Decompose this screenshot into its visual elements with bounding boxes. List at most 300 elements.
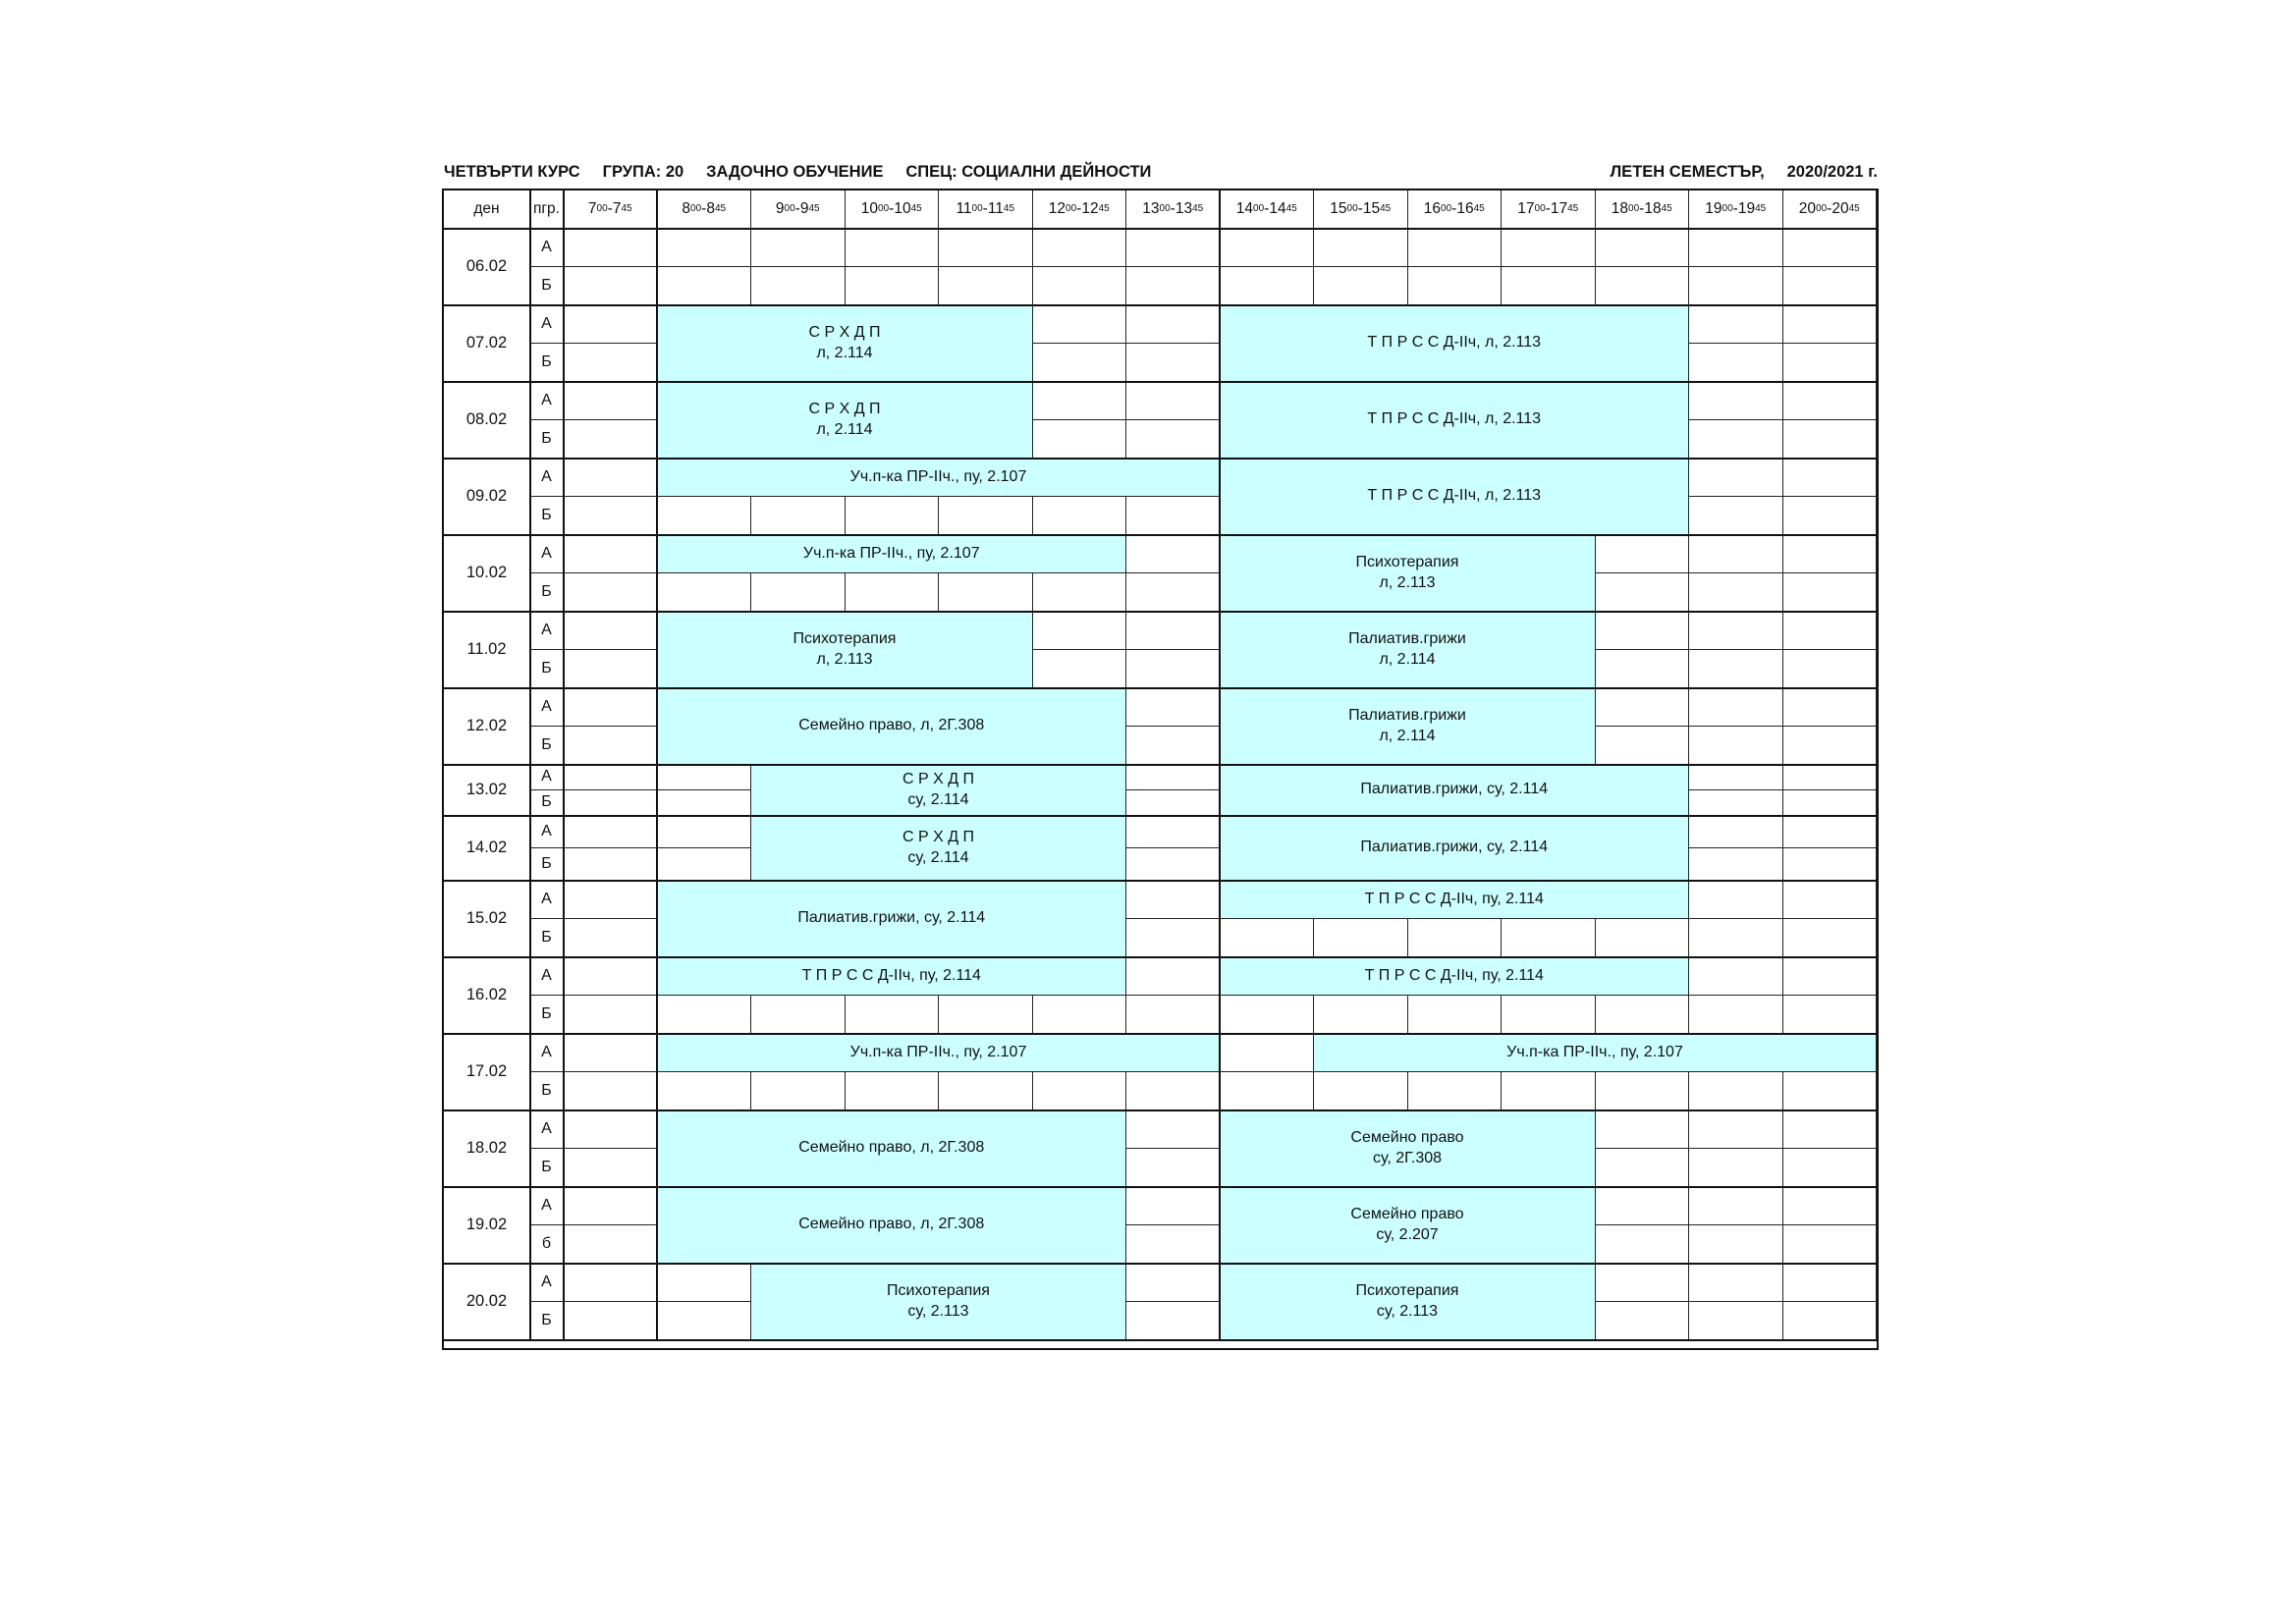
empty-slot[interactable] bbox=[658, 765, 752, 790]
empty-slot[interactable] bbox=[564, 1187, 658, 1225]
empty-slot[interactable] bbox=[564, 765, 658, 790]
empty-slot[interactable] bbox=[1126, 996, 1221, 1034]
row-divider bbox=[444, 1110, 1877, 1111]
empty-slot[interactable] bbox=[564, 497, 658, 535]
empty-slot[interactable] bbox=[564, 1149, 658, 1187]
empty-slot[interactable] bbox=[658, 229, 752, 267]
empty-slot[interactable] bbox=[1596, 1149, 1690, 1187]
class-block[interactable] bbox=[1221, 1187, 1596, 1264]
empty-slot[interactable] bbox=[564, 1302, 658, 1340]
empty-slot[interactable] bbox=[564, 1072, 658, 1110]
empty-slot[interactable] bbox=[564, 1225, 658, 1264]
empty-slot[interactable] bbox=[1783, 1225, 1878, 1264]
empty-slot[interactable] bbox=[658, 1302, 752, 1340]
empty-slot[interactable] bbox=[564, 688, 658, 727]
empty-slot[interactable] bbox=[564, 816, 658, 848]
header-left-text: ЧЕТВЪРТИ КУРС ГРУПА: 20 ЗАДОЧНО ОБУЧЕНИЕ СПЕЦ: СОЦИАЛНИ ДЕЙНОСТИ bbox=[444, 163, 1152, 181]
class-block[interactable] bbox=[1221, 957, 1690, 996]
empty-slot[interactable] bbox=[1783, 420, 1878, 459]
empty-slot[interactable] bbox=[1689, 919, 1783, 957]
class-title: Семейно право, л, 2Г.308 bbox=[798, 717, 985, 734]
class-block[interactable] bbox=[658, 688, 1127, 765]
row-divider bbox=[444, 1033, 1877, 1035]
empty-slot[interactable] bbox=[1033, 612, 1127, 650]
empty-slot[interactable] bbox=[1596, 996, 1690, 1034]
empty-slot[interactable] bbox=[1221, 1072, 1315, 1110]
time-separator: - bbox=[982, 199, 988, 217]
day-date: 07.02 bbox=[444, 305, 530, 382]
empty-slot[interactable] bbox=[658, 267, 752, 305]
empty-slot[interactable] bbox=[1126, 1187, 1221, 1225]
empty-slot[interactable] bbox=[1596, 1072, 1690, 1110]
empty-slot[interactable] bbox=[658, 497, 752, 535]
empty-slot[interactable] bbox=[1126, 305, 1221, 344]
empty-slot[interactable] bbox=[1689, 765, 1783, 790]
empty-slot[interactable] bbox=[1783, 459, 1878, 497]
empty-slot[interactable] bbox=[1689, 1302, 1783, 1340]
empty-slot[interactable] bbox=[1126, 816, 1221, 848]
empty-slot[interactable] bbox=[1596, 1110, 1690, 1149]
empty-slot[interactable] bbox=[1033, 497, 1127, 535]
empty-slot[interactable] bbox=[1408, 267, 1503, 305]
empty-slot[interactable] bbox=[1033, 996, 1127, 1034]
empty-slot[interactable] bbox=[846, 1072, 940, 1110]
empty-slot[interactable] bbox=[1689, 996, 1783, 1034]
class-details: л, 2.113 bbox=[1379, 573, 1436, 591]
subgroup-label: А bbox=[530, 229, 564, 267]
empty-slot[interactable] bbox=[1783, 305, 1878, 344]
class-block[interactable] bbox=[1221, 459, 1690, 535]
empty-slot[interactable] bbox=[1314, 1072, 1408, 1110]
empty-slot[interactable] bbox=[1314, 996, 1408, 1034]
empty-slot[interactable] bbox=[1033, 344, 1127, 382]
empty-slot[interactable] bbox=[1126, 1149, 1221, 1187]
empty-slot[interactable] bbox=[1596, 650, 1690, 688]
empty-slot[interactable] bbox=[1126, 1302, 1221, 1340]
day-date: 19.02 bbox=[444, 1187, 530, 1264]
empty-slot[interactable] bbox=[1126, 848, 1221, 881]
class-block[interactable] bbox=[1221, 612, 1596, 688]
class-block[interactable] bbox=[658, 535, 1127, 573]
time-hour: 20 bbox=[1798, 199, 1817, 217]
empty-slot[interactable] bbox=[939, 497, 1033, 535]
empty-slot[interactable] bbox=[1783, 382, 1878, 420]
empty-slot[interactable] bbox=[1783, 727, 1878, 765]
empty-slot[interactable] bbox=[1783, 535, 1878, 573]
empty-slot[interactable] bbox=[1596, 688, 1690, 727]
class-block[interactable] bbox=[658, 881, 1127, 957]
empty-slot[interactable] bbox=[1033, 382, 1127, 420]
empty-slot[interactable] bbox=[751, 497, 846, 535]
empty-slot[interactable] bbox=[939, 573, 1033, 612]
empty-slot[interactable] bbox=[1033, 305, 1127, 344]
class-block[interactable] bbox=[658, 1110, 1127, 1187]
empty-slot[interactable] bbox=[1596, 1225, 1690, 1264]
empty-slot[interactable] bbox=[1033, 267, 1127, 305]
empty-slot[interactable] bbox=[1783, 881, 1878, 919]
class-block[interactable] bbox=[1221, 1110, 1596, 1187]
subgroup-label: Б bbox=[530, 420, 564, 459]
empty-slot[interactable] bbox=[658, 790, 752, 816]
class-title: С Р Х Д П bbox=[808, 323, 881, 341]
empty-slot[interactable] bbox=[564, 881, 658, 919]
subgroup-label: А bbox=[530, 1034, 564, 1072]
empty-slot[interactable] bbox=[564, 1034, 658, 1072]
empty-slot[interactable] bbox=[751, 229, 846, 267]
empty-slot[interactable] bbox=[1126, 573, 1221, 612]
time-slot-header: 17 00 - 17 45 bbox=[1502, 190, 1596, 229]
time-hour: 10 bbox=[894, 199, 911, 217]
empty-slot[interactable] bbox=[1596, 573, 1690, 612]
class-title: Т П Р С С Д-IIч, пу, 2.114 bbox=[801, 966, 981, 984]
empty-slot[interactable] bbox=[1689, 1110, 1783, 1149]
empty-slot[interactable] bbox=[1126, 420, 1221, 459]
empty-slot[interactable] bbox=[1783, 1187, 1878, 1225]
empty-slot[interactable] bbox=[1126, 1225, 1221, 1264]
class-block[interactable] bbox=[658, 305, 1033, 382]
empty-slot[interactable] bbox=[1126, 535, 1221, 573]
empty-slot[interactable] bbox=[1689, 612, 1783, 650]
class-block[interactable] bbox=[1314, 1034, 1877, 1072]
class-title: Психотерапия bbox=[793, 629, 897, 647]
empty-slot[interactable] bbox=[1126, 1110, 1221, 1149]
empty-slot[interactable] bbox=[1689, 1187, 1783, 1225]
class-title: Палиатив.грижи bbox=[1348, 706, 1466, 724]
time-hour: 10 bbox=[860, 199, 879, 217]
class-block[interactable] bbox=[658, 612, 1033, 688]
empty-slot[interactable] bbox=[1783, 1110, 1878, 1149]
subgroup-label: А bbox=[530, 612, 564, 650]
empty-slot[interactable] bbox=[1596, 727, 1690, 765]
class-details: су, 2.114 bbox=[907, 848, 969, 866]
class-block[interactable] bbox=[1221, 688, 1596, 765]
empty-slot[interactable] bbox=[1689, 790, 1783, 816]
empty-slot[interactable] bbox=[1596, 919, 1690, 957]
empty-slot[interactable] bbox=[564, 420, 658, 459]
empty-slot[interactable] bbox=[1126, 650, 1221, 688]
empty-slot[interactable] bbox=[1126, 382, 1221, 420]
class-title: Т П Р С С Д-IIч, л, 2.113 bbox=[1367, 410, 1542, 428]
empty-slot[interactable] bbox=[564, 344, 658, 382]
empty-slot[interactable] bbox=[1783, 765, 1878, 790]
empty-slot[interactable] bbox=[1221, 229, 1315, 267]
row-divider bbox=[444, 956, 1877, 958]
empty-slot[interactable] bbox=[1689, 305, 1783, 344]
class-title: Т П Р С С Д-IIч, пу, 2.114 bbox=[1364, 890, 1544, 907]
empty-slot[interactable] bbox=[564, 957, 658, 996]
empty-slot[interactable] bbox=[1783, 848, 1878, 881]
empty-slot[interactable] bbox=[564, 535, 658, 573]
class-block[interactable] bbox=[1221, 535, 1596, 612]
empty-slot[interactable] bbox=[1783, 344, 1878, 382]
empty-slot[interactable] bbox=[1689, 229, 1783, 267]
empty-slot[interactable] bbox=[1314, 267, 1408, 305]
column-divider bbox=[656, 190, 658, 1340]
class-block[interactable] bbox=[1221, 305, 1690, 382]
empty-slot[interactable] bbox=[1689, 497, 1783, 535]
empty-slot[interactable] bbox=[1126, 344, 1221, 382]
empty-slot[interactable] bbox=[1783, 229, 1878, 267]
empty-slot[interactable] bbox=[1502, 996, 1596, 1034]
empty-slot[interactable] bbox=[1783, 688, 1878, 727]
subgroup-label: А bbox=[530, 1187, 564, 1225]
empty-slot[interactable] bbox=[751, 996, 846, 1034]
empty-slot[interactable] bbox=[1596, 1187, 1690, 1225]
empty-slot[interactable] bbox=[1126, 919, 1221, 957]
row-divider bbox=[444, 815, 1877, 817]
empty-slot[interactable] bbox=[846, 229, 940, 267]
column-divider bbox=[1219, 190, 1221, 1340]
empty-slot[interactable] bbox=[1221, 919, 1315, 957]
empty-slot[interactable] bbox=[1689, 382, 1783, 420]
subgroup-label: б bbox=[530, 1225, 564, 1264]
empty-slot[interactable] bbox=[1783, 1072, 1878, 1110]
subgroup-label: А bbox=[530, 1110, 564, 1149]
empty-slot[interactable] bbox=[1783, 1264, 1878, 1302]
empty-slot[interactable] bbox=[1596, 1264, 1690, 1302]
class-title: Психотерапия bbox=[1355, 1281, 1459, 1299]
class-block[interactable] bbox=[1221, 1264, 1596, 1340]
empty-slot[interactable] bbox=[1033, 1072, 1127, 1110]
day-date: 08.02 bbox=[444, 382, 530, 459]
time-hour: 19 bbox=[1737, 199, 1756, 217]
empty-slot[interactable] bbox=[1408, 996, 1503, 1034]
empty-slot[interactable] bbox=[1126, 267, 1221, 305]
empty-slot[interactable] bbox=[658, 573, 752, 612]
empty-slot[interactable] bbox=[1221, 267, 1315, 305]
empty-slot[interactable] bbox=[1408, 1072, 1503, 1110]
time-hour: 15 bbox=[1362, 199, 1381, 217]
empty-slot[interactable] bbox=[1596, 535, 1690, 573]
class-details: л, 2.114 bbox=[1379, 727, 1436, 744]
empty-slot[interactable] bbox=[1689, 1225, 1783, 1264]
class-details: л, 2.114 bbox=[816, 420, 873, 438]
row-divider bbox=[444, 304, 1877, 306]
empty-slot[interactable] bbox=[564, 612, 658, 650]
day-date: 20.02 bbox=[444, 1264, 530, 1340]
empty-slot[interactable] bbox=[1689, 459, 1783, 497]
schedule-header bbox=[444, 163, 1878, 185]
empty-slot[interactable] bbox=[658, 1264, 752, 1302]
time-hour: 8 bbox=[682, 199, 691, 217]
empty-slot[interactable] bbox=[1596, 1302, 1690, 1340]
empty-slot[interactable] bbox=[846, 497, 940, 535]
empty-slot[interactable] bbox=[1783, 919, 1878, 957]
empty-slot[interactable] bbox=[1126, 881, 1221, 919]
empty-slot[interactable] bbox=[564, 382, 658, 420]
empty-slot[interactable] bbox=[1689, 727, 1783, 765]
class-block[interactable] bbox=[751, 1264, 1126, 1340]
empty-slot[interactable] bbox=[1783, 497, 1878, 535]
class-block[interactable] bbox=[1221, 881, 1690, 919]
empty-slot[interactable] bbox=[1689, 1149, 1783, 1187]
empty-slot[interactable] bbox=[751, 267, 846, 305]
time-slot-header: 8 00 - 8 45 bbox=[658, 190, 752, 229]
class-title: Уч.п-ка ПР-IIч., пу, 2.107 bbox=[849, 1043, 1027, 1060]
empty-slot[interactable] bbox=[1689, 650, 1783, 688]
empty-slot[interactable] bbox=[1126, 229, 1221, 267]
class-block[interactable] bbox=[751, 765, 1126, 816]
empty-slot[interactable] bbox=[1314, 229, 1408, 267]
empty-slot[interactable] bbox=[1783, 996, 1878, 1034]
subgroup-label: А bbox=[530, 881, 564, 919]
empty-slot[interactable] bbox=[1689, 535, 1783, 573]
empty-slot[interactable] bbox=[1502, 1072, 1596, 1110]
empty-slot[interactable] bbox=[1689, 957, 1783, 996]
subgroup-label: Б bbox=[530, 727, 564, 765]
empty-slot[interactable] bbox=[1689, 344, 1783, 382]
empty-slot[interactable] bbox=[1126, 727, 1221, 765]
empty-slot[interactable] bbox=[564, 919, 658, 957]
empty-slot[interactable] bbox=[1783, 1302, 1878, 1340]
class-details: л, 2.113 bbox=[816, 650, 873, 668]
empty-slot[interactable] bbox=[1314, 919, 1408, 957]
empty-slot[interactable] bbox=[1126, 790, 1221, 816]
subgroup-label: Б bbox=[530, 919, 564, 957]
class-block[interactable] bbox=[1221, 765, 1690, 816]
row-divider bbox=[444, 228, 1877, 230]
empty-slot[interactable] bbox=[1689, 688, 1783, 727]
class-title: Уч.п-ка ПР-IIч., пу, 2.107 bbox=[1506, 1043, 1683, 1060]
class-title: Палиатив.грижи, су, 2.114 bbox=[797, 909, 986, 927]
empty-slot[interactable] bbox=[1502, 267, 1596, 305]
empty-slot[interactable] bbox=[846, 573, 940, 612]
time-slot-header: 19 00 - 19 45 bbox=[1689, 190, 1783, 229]
empty-slot[interactable] bbox=[1783, 573, 1878, 612]
empty-slot[interactable] bbox=[1783, 816, 1878, 848]
empty-slot[interactable] bbox=[1408, 229, 1503, 267]
class-block[interactable] bbox=[658, 957, 1127, 996]
empty-slot[interactable] bbox=[1783, 957, 1878, 996]
empty-slot[interactable] bbox=[658, 1072, 752, 1110]
time-separator: - bbox=[889, 199, 895, 217]
empty-slot[interactable] bbox=[564, 1110, 658, 1149]
empty-slot[interactable] bbox=[939, 267, 1033, 305]
class-block[interactable] bbox=[658, 459, 1221, 497]
time-separator: - bbox=[1076, 199, 1082, 217]
empty-slot[interactable] bbox=[564, 650, 658, 688]
empty-slot[interactable] bbox=[1221, 996, 1315, 1034]
class-block[interactable] bbox=[658, 1187, 1127, 1264]
empty-slot[interactable] bbox=[1689, 573, 1783, 612]
empty-slot[interactable] bbox=[1596, 612, 1690, 650]
empty-slot[interactable] bbox=[564, 229, 658, 267]
day-date: 10.02 bbox=[444, 535, 530, 612]
empty-slot[interactable] bbox=[1033, 420, 1127, 459]
class-block[interactable] bbox=[1221, 382, 1690, 459]
empty-slot[interactable] bbox=[1783, 1149, 1878, 1187]
empty-slot[interactable] bbox=[1408, 919, 1503, 957]
empty-slot[interactable] bbox=[564, 996, 658, 1034]
empty-slot[interactable] bbox=[751, 1072, 846, 1110]
time-separator: - bbox=[1264, 199, 1270, 217]
empty-slot[interactable] bbox=[1502, 229, 1596, 267]
empty-slot[interactable] bbox=[1126, 688, 1221, 727]
empty-slot[interactable] bbox=[1689, 816, 1783, 848]
empty-slot[interactable] bbox=[564, 267, 658, 305]
empty-slot[interactable] bbox=[1689, 420, 1783, 459]
empty-slot[interactable] bbox=[1689, 848, 1783, 881]
subgroup-label: А bbox=[530, 688, 564, 727]
class-block[interactable] bbox=[751, 816, 1126, 881]
empty-slot[interactable] bbox=[1783, 267, 1878, 305]
row-divider bbox=[444, 611, 1877, 613]
subgroup-label: Б bbox=[530, 344, 564, 382]
empty-slot[interactable] bbox=[1596, 267, 1690, 305]
class-title: С Р Х Д П bbox=[902, 828, 974, 845]
empty-slot[interactable] bbox=[1689, 881, 1783, 919]
column-divider bbox=[529, 190, 531, 1340]
class-block[interactable] bbox=[1221, 816, 1690, 881]
empty-slot[interactable] bbox=[846, 267, 940, 305]
empty-slot[interactable] bbox=[1126, 1264, 1221, 1302]
empty-slot[interactable] bbox=[1783, 790, 1878, 816]
class-block[interactable] bbox=[658, 382, 1033, 459]
time-slot-header: 9 00 - 9 45 bbox=[751, 190, 846, 229]
time-hour: 7 bbox=[612, 199, 622, 217]
time-separator: - bbox=[701, 199, 707, 217]
class-block[interactable] bbox=[658, 1034, 1221, 1072]
subgroup-label: А bbox=[530, 382, 564, 420]
class-title: Т П Р С С Д-IIч, л, 2.113 bbox=[1367, 334, 1542, 352]
empty-slot[interactable] bbox=[1783, 612, 1878, 650]
empty-slot[interactable] bbox=[1126, 497, 1221, 535]
empty-slot[interactable] bbox=[564, 305, 658, 344]
empty-slot[interactable] bbox=[564, 727, 658, 765]
empty-slot[interactable] bbox=[1126, 1072, 1221, 1110]
subgroup-label: А bbox=[530, 459, 564, 497]
empty-slot[interactable] bbox=[1126, 765, 1221, 790]
subgroup-label: Б bbox=[530, 497, 564, 535]
empty-slot[interactable] bbox=[564, 573, 658, 612]
empty-slot[interactable] bbox=[564, 848, 658, 881]
day-date: 14.02 bbox=[444, 816, 530, 881]
day-date: 17.02 bbox=[444, 1034, 530, 1110]
empty-slot[interactable] bbox=[939, 996, 1033, 1034]
subgroup-label: А bbox=[530, 765, 564, 790]
empty-slot[interactable] bbox=[1502, 919, 1596, 957]
empty-slot[interactable] bbox=[1033, 229, 1127, 267]
day-date: 11.02 bbox=[444, 612, 530, 688]
empty-slot[interactable] bbox=[658, 848, 752, 881]
empty-slot[interactable] bbox=[939, 229, 1033, 267]
empty-slot[interactable] bbox=[751, 573, 846, 612]
day-date: 13.02 bbox=[444, 765, 530, 816]
empty-slot[interactable] bbox=[564, 459, 658, 497]
empty-slot[interactable] bbox=[1689, 1264, 1783, 1302]
empty-slot[interactable] bbox=[1126, 612, 1221, 650]
empty-slot[interactable] bbox=[939, 1072, 1033, 1110]
empty-slot[interactable] bbox=[564, 790, 658, 816]
time-hour: 9 bbox=[775, 199, 785, 217]
empty-slot[interactable] bbox=[1221, 1034, 1315, 1072]
empty-slot[interactable] bbox=[564, 1264, 658, 1302]
empty-slot[interactable] bbox=[1689, 1072, 1783, 1110]
empty-slot[interactable] bbox=[658, 996, 752, 1034]
empty-slot[interactable] bbox=[1126, 957, 1221, 996]
empty-slot[interactable] bbox=[1033, 650, 1127, 688]
empty-slot[interactable] bbox=[1033, 573, 1127, 612]
time-hour: 12 bbox=[1048, 199, 1066, 217]
empty-slot[interactable] bbox=[658, 816, 752, 848]
empty-slot[interactable] bbox=[1783, 650, 1878, 688]
class-title: Палиатив.грижи, су, 2.114 bbox=[1360, 781, 1549, 798]
empty-slot[interactable] bbox=[1689, 267, 1783, 305]
empty-slot[interactable] bbox=[1596, 229, 1690, 267]
subgroup-label: Б bbox=[530, 790, 564, 816]
day-date: 09.02 bbox=[444, 459, 530, 535]
empty-slot[interactable] bbox=[846, 996, 940, 1034]
